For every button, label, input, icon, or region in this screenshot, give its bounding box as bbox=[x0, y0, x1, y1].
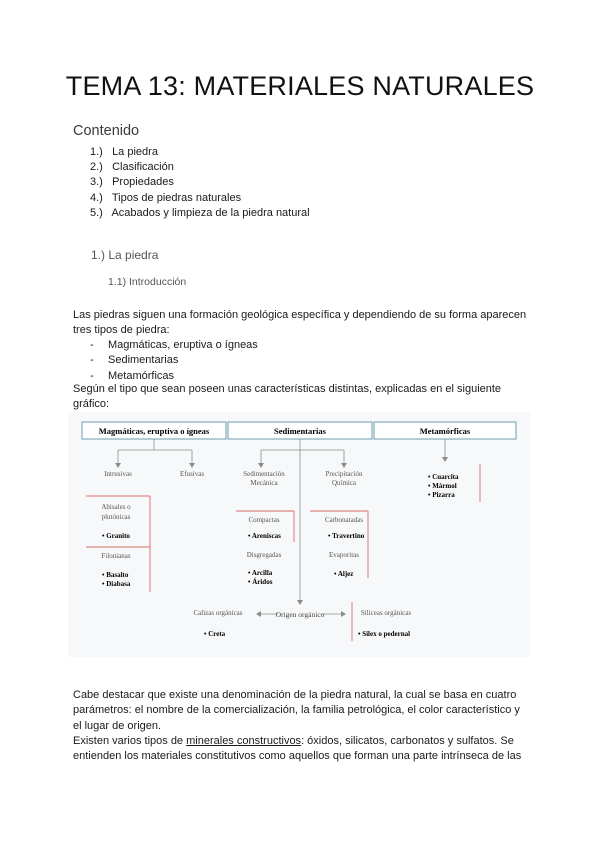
bullet-basalto: • Basalto bbox=[102, 571, 129, 579]
label-metamorficas: Metamórficas bbox=[419, 426, 471, 436]
bullet-travertino: • Travertino bbox=[328, 532, 365, 540]
label-evaporitas: Evaporitas bbox=[329, 551, 359, 559]
toc-item: 5.) Acabados y limpieza de la piedra natural bbox=[90, 206, 310, 219]
arrowheads bbox=[115, 457, 448, 617]
bullet-granito: • Granito bbox=[102, 532, 130, 540]
bullet-diabasa: • Diabasa bbox=[102, 580, 131, 588]
bullet-areniscas: • Areniscas bbox=[248, 532, 281, 540]
bullet-arcilla: • Arcilla bbox=[248, 569, 273, 577]
label-intrusivas: Intrusivas bbox=[104, 470, 132, 478]
label-abisales: Abisales o bbox=[101, 503, 131, 511]
label-filonianas: Filonianas bbox=[101, 552, 131, 560]
toc-item: 4.) Tipos de piedras naturales bbox=[90, 191, 242, 204]
bullet-aridos: • Áridos bbox=[248, 578, 273, 586]
section-heading: 1.) La piedra bbox=[91, 248, 159, 262]
toc-item: 2.) Clasificación bbox=[90, 161, 174, 174]
bullet-aljez: • Aljez bbox=[334, 570, 354, 578]
label-mecanica: Mecánica bbox=[250, 479, 278, 487]
label-origen-organico: Origen orgánico bbox=[275, 610, 325, 619]
label-efusivas: Efusivas bbox=[179, 470, 205, 478]
intro-paragraph: Las piedras siguen una formación geológica específica y dependiendo de su forma aparecen tres tipos de piedra: bbox=[73, 309, 527, 337]
list-item: - Metamórficas bbox=[90, 369, 175, 382]
label-compactas: Compactas bbox=[248, 516, 280, 524]
label-magmaticas: Magmáticas, eruptiva o ígneas bbox=[98, 426, 210, 436]
bullet-silex: • Sílex o pedernal bbox=[358, 630, 411, 638]
label-sedimentacion: Sedimentación bbox=[243, 470, 285, 478]
label-calizas: Calizas orgánicas bbox=[193, 609, 243, 617]
label-carbonatadas: Carbonatadas bbox=[324, 516, 364, 524]
label-sedimentarias: Sedimentarias bbox=[274, 426, 326, 436]
minerales-underlined: minerales constructivos bbox=[186, 735, 302, 747]
denominacion-paragraph: Cabe destacar que existe una denominación de la piedra natural, la cual se basa en cuatro parámetros: el nombre de la comercialización, la familia petrológica, el color característico y el lugar de origen. bbox=[73, 689, 520, 732]
stone-types-list bbox=[90, 338, 258, 384]
toc-item: 1.) La piedra bbox=[90, 146, 158, 158]
bullet-cuarcita: • Cuarcita bbox=[428, 473, 459, 481]
minerales-paragraph: Existen varios tipos de minerales constructivos: óxidos, silicatos, carbonatos y sulfatos. Se entienden los materiales constitutivos como aquellos que forman una parte intrínseca de las bbox=[73, 735, 522, 763]
classification-diagram bbox=[68, 412, 530, 657]
label-disgregadas: Disgregadas bbox=[246, 551, 282, 559]
label-quimica: Química bbox=[331, 479, 357, 487]
list-item: - Sedimentarias bbox=[90, 354, 179, 367]
bullet-creta: • Creta bbox=[204, 630, 226, 638]
page-title: TEMA 13: MATERIALES NATURALES bbox=[65, 71, 535, 101]
connectors bbox=[118, 439, 445, 614]
label-plutonicas: plutónicas bbox=[101, 513, 131, 521]
list-item: - Magmáticas, eruptiva o ígneas bbox=[90, 339, 258, 351]
bullet-pizarra: • Pizarra bbox=[428, 491, 455, 499]
contents-heading: Contenido bbox=[73, 123, 140, 139]
subsection-heading: 1.1) Introducción bbox=[108, 276, 187, 288]
table-of-contents bbox=[90, 145, 310, 221]
label-siliceas: Silíceas orgánicas bbox=[360, 609, 412, 617]
toc-item: 3.) Propiedades bbox=[90, 176, 174, 189]
graph-paragraph: Según el tipo que sean poseen unas características distintas, explicadas en el siguiente gráfico: bbox=[73, 383, 502, 411]
label-precipitacion: Precipitación bbox=[325, 470, 363, 478]
bullet-marmol: • Mármol bbox=[428, 482, 457, 490]
